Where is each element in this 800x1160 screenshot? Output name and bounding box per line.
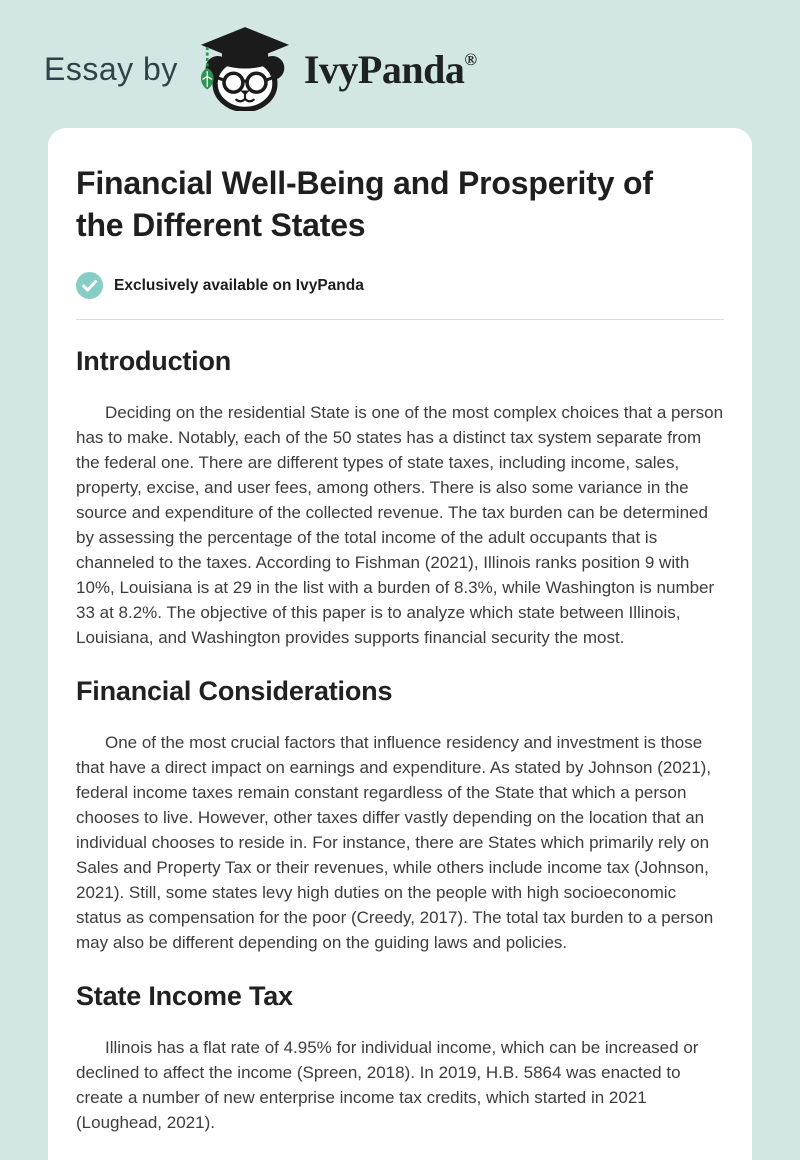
section-heading: Financial Considerations bbox=[76, 676, 393, 706]
paragraph: One of the most crucial factors that influence residency and investment is those that have a direct impact on earnings and expenditure. As stated by Johnson (2021), federal income taxes remain constant regardless of the State that which a person chooses to live. However, other taxes differ vastly depending on the location that an individual chooses to reside in. For instance, there are States which primarily rely on Sales and Property Tax or their revenues, while others include income tax (Johnson, 2021). Still, some states levy high duties on the people with high socioeconomic status as compensation for the poor (Creedy, 2017). The total tax burden to a person may also be different depending on the guiding laws and policies. bbox=[76, 733, 714, 952]
check-icon bbox=[76, 272, 103, 299]
section-state-income-tax bbox=[76, 981, 724, 1135]
brand-text: IvyPanda bbox=[303, 46, 465, 92]
brand-name bbox=[304, 46, 477, 93]
registered-mark: ® bbox=[464, 49, 477, 69]
section-heading: State Income Tax bbox=[76, 981, 293, 1011]
ivypanda-panda-logo-icon bbox=[196, 25, 294, 116]
section-financial-considerations bbox=[76, 676, 724, 955]
essay-card bbox=[48, 128, 752, 1160]
divider bbox=[76, 319, 724, 320]
exclusive-badge-label: Exclusively available on IvyPanda bbox=[114, 276, 364, 294]
exclusive-badge bbox=[76, 272, 724, 299]
page-title-line-1: Financial Well-Being and Prosperity of bbox=[76, 165, 653, 201]
section-introduction bbox=[76, 346, 724, 650]
essay-by-label: Essay by bbox=[44, 50, 178, 87]
site-header bbox=[0, 0, 800, 112]
page-title bbox=[76, 162, 724, 246]
paragraph: Deciding on the residential State is one of the most complex choices that a person has to make. Notably, each of the 50 states has a distinct tax system separate from the federal one. There are different types of state taxes, including income, sales, property, excise, and user fees, among others. There is also some variance in the source and expenditure of the collected revenue. The tax burden can be determined by assessing the percentage of the total income of the adult occupants that is channeled to the taxes. According to Fishman (2021), Illinois ranks position 9 with 10%, Louisiana is at 29 in the list with a burden of 8.3%, while Washington is number 33 at 8.2%. The objective of this paper is to analyze which state between Illinois, Louisiana, and Washington provides supports financial security the most. bbox=[76, 403, 724, 647]
paragraph: Illinois has a flat rate of 4.95% for individual income, which can be increased or declined to affect the income (Spreen, 2018). In 2019, H.B. 5864 was enacted to create a number of new enterprise income tax credits, which started in 2021 (Loughead, 2021). bbox=[76, 1038, 699, 1132]
page-title-line-2: the Different States bbox=[76, 207, 366, 243]
section-heading: Introduction bbox=[76, 346, 232, 376]
